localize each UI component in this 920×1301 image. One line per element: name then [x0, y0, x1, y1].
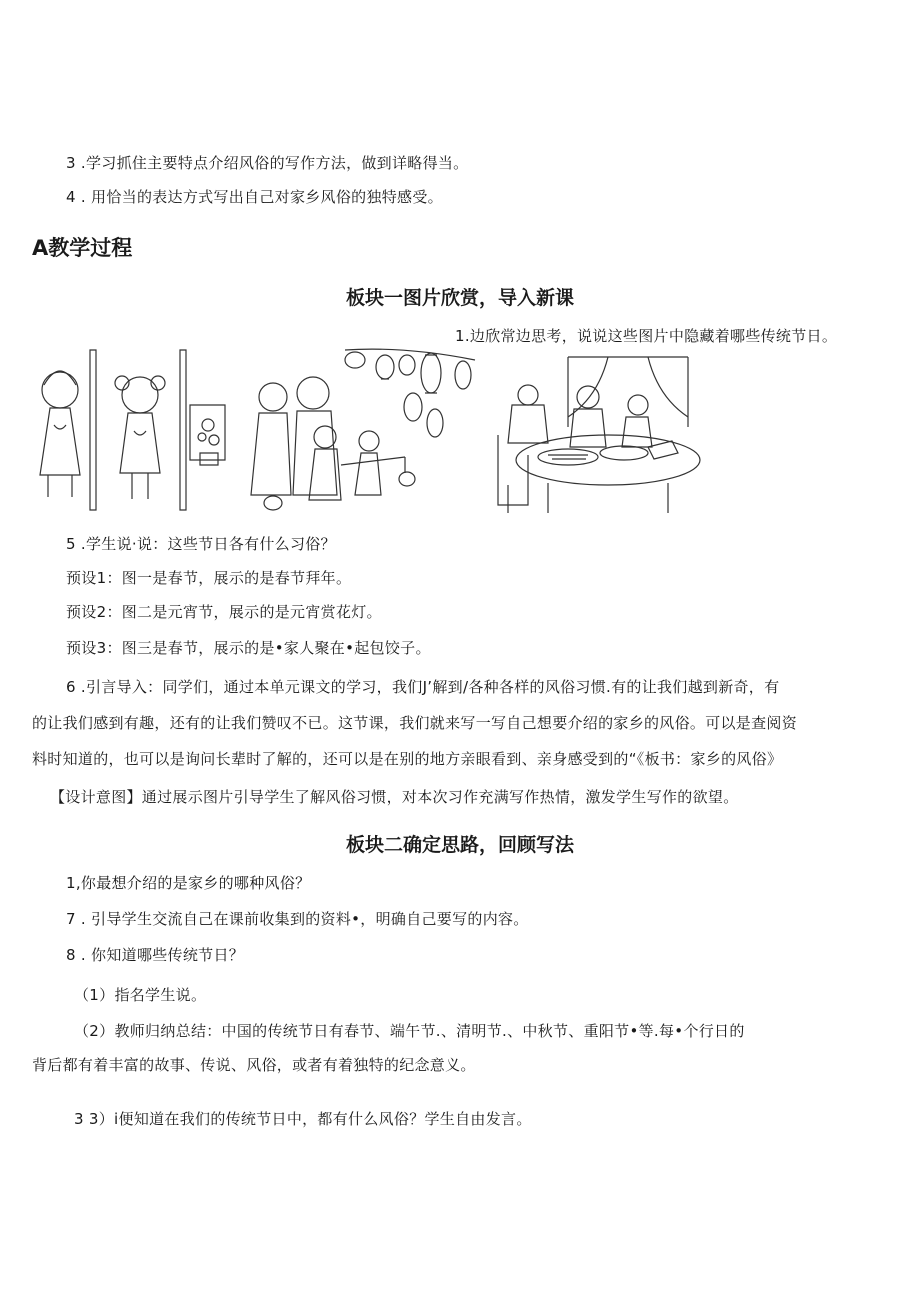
step-6-line-1: 6 .引言导入：同学们，通过本单元课文的学习，我们J’解到/各种各样的风俗习惯.有的让我们越到新奇，有	[66, 678, 780, 696]
step-5: 5 .学生说·说：这些节日各有什么习俗？	[66, 535, 336, 553]
block-two-q1: 1,你最想介绍的是家乡的哪种风俗？	[66, 874, 311, 892]
lantern-festival-illustration	[245, 345, 480, 515]
objective-3: 3 .学习抓住主要特点介绍风俗的写作方法，做到详略得当。	[66, 154, 469, 172]
design-intent: 【设计意图】通过展示图片引导学生了解风俗习惯，对本次习作充满写作热情，激发学生写作的欲望。	[50, 788, 739, 806]
block-two-step-7: 7 . 引导学生交流自己在课前收集到的资料•，明确自己要写的内容。	[66, 910, 529, 928]
sub-step-1: （1）指名学生说。	[74, 986, 207, 1004]
block-two-heading: 板块二确定思路，回顾写法	[345, 834, 574, 856]
preset-3: 预设3：图三是春节，展示的是•家人聚在•起包饺子。	[66, 639, 431, 657]
section-heading: A教学过程	[32, 236, 133, 260]
question-1: 1.边欣常边思考，说说这些图片中隐藏着哪些传统节日。	[455, 327, 838, 345]
sub-step-2-line-1: （2）教师归纳总结：中国的传统节日有春节、端午节.、清明节.、中秋节、重阳节•等.每•个行日的	[74, 1022, 745, 1040]
objective-4: 4 . 用恰当的表达方式写出自己对家乡风俗的独特感受。	[66, 188, 443, 206]
block-two-step-8: 8 . 你知道哪些传统节日？	[66, 946, 245, 964]
sub-step-3: 3 3）i便知道在我们的传统节日中，都有什么风俗？学生自由发言。	[74, 1110, 532, 1128]
preset-2: 预设2：图二是元宵节，展示的是元宵赏花灯。	[66, 603, 382, 621]
block-one-heading: 板块一图片欣赏，导入新课	[345, 287, 574, 309]
spring-festival-greeting-illustration	[30, 345, 230, 515]
sub-step-2-line-2: 背后都有着丰富的故事、传说、风俗，或者有着独特的纪念意义。	[32, 1056, 476, 1074]
preset-1: 预设1：图一是春节，展示的是春节拜年。	[66, 569, 352, 587]
family-dumplings-illustration	[488, 355, 703, 515]
step-6-line-2: 的让我们感到有趣，还有的让我们赞叹不已。这节课，我们就来写一写自己想要介绍的家乡的风俗。可以是查阅资	[32, 714, 798, 732]
step-6-line-3: 料时知道的，也可以是询问长辈时了解的，还可以是在别的地方亲眼看到、亲身感受到的“《板书：家乡的风俗》	[32, 750, 783, 768]
